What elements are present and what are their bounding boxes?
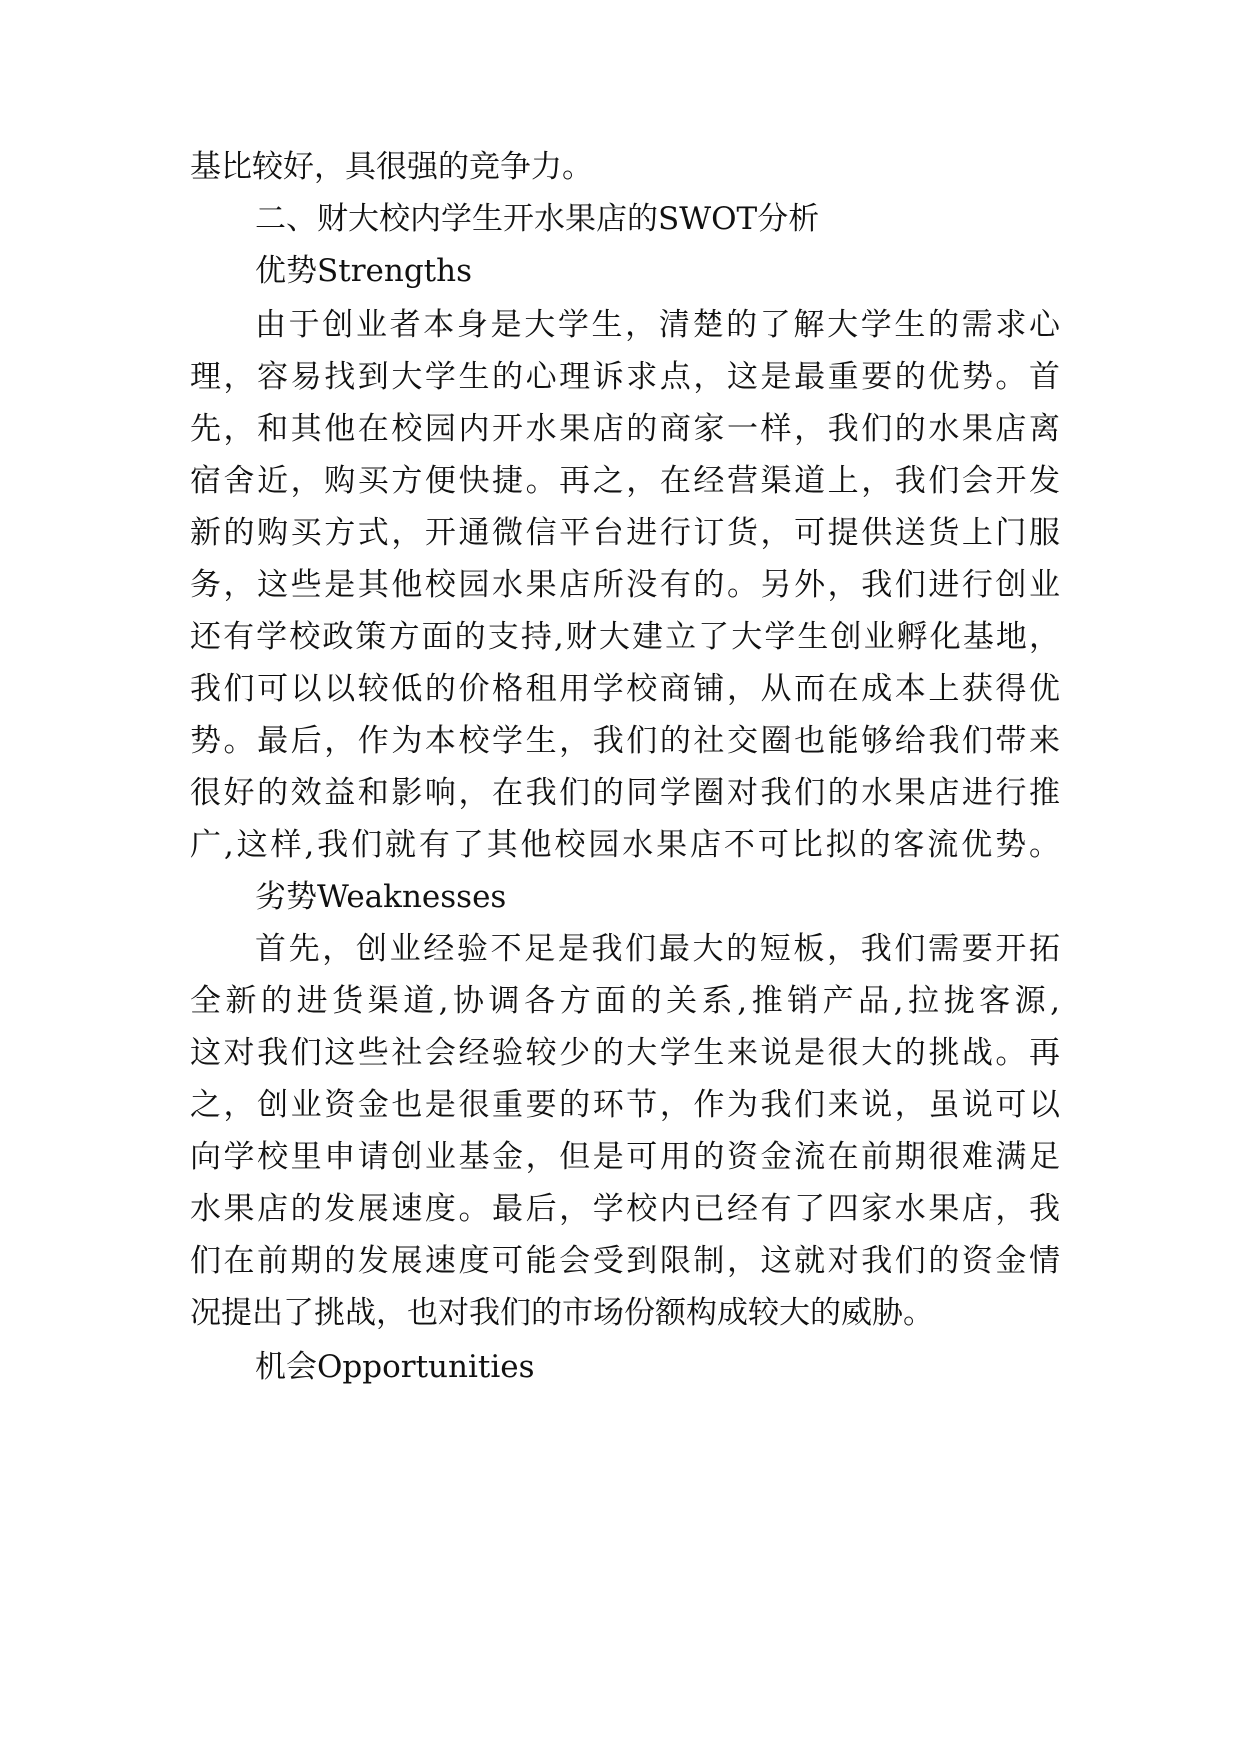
paragraph-line: 之，创业资金也是很重要的环节，作为我们来说，虽说可以 [190, 1087, 1060, 1123]
paragraph-line: 水果店的发展速度。最后，学校内已经有了四家水果店，我 [190, 1191, 1060, 1227]
paragraph-line: 这对我们这些社会经验较少的大学生来说是很大的挑战。再 [190, 1035, 1060, 1071]
paragraph-line: 还有学校政策方面的支持,财大建立了大学生创业孵化基地， [190, 619, 1060, 655]
paragraph-line: 我们可以以较低的价格租用学校商铺，从而在成本上获得优 [190, 671, 1060, 707]
paragraph-line: 况提出了挑战，也对我们的市场份额构成较大的威胁。 [190, 1295, 934, 1331]
continuation-line: 基比较好，具很强的竞争力。 [190, 149, 593, 185]
weaknesses-heading: 劣势Weaknesses [255, 879, 507, 915]
paragraph-line: 势。最后，作为本校学生，我们的社交圈也能够给我们带来 [190, 723, 1060, 759]
strengths-heading: 优势Strengths [255, 253, 472, 289]
paragraph-line: 务，这些是其他校园水果店所没有的。另外，我们进行创业 [190, 567, 1060, 603]
paragraph-line: 全新的进货渠道,协调各方面的关系,推销产品,拉拢客源, [190, 983, 1060, 1019]
paragraph-line: 由于创业者本身是大学生，清楚的了解大学生的需求心 [255, 307, 1060, 343]
paragraph-line: 先，和其他在校园内开水果店的商家一样，我们的水果店离 [190, 411, 1060, 447]
paragraph-line: 首先，创业经验不足是我们最大的短板，我们需要开拓 [255, 931, 1060, 967]
paragraph-line: 宿舍近，购买方便快捷。再之，在经营渠道上，我们会开发 [190, 463, 1060, 499]
paragraph-line: 广,这样,我们就有了其他校园水果店不可比拟的客流优势。 [190, 827, 1060, 863]
opportunities-heading: 机会Opportunities [255, 1349, 535, 1385]
paragraph-line: 向学校里申请创业基金，但是可用的资金流在前期很难满足 [190, 1139, 1060, 1175]
paragraph-line: 们在前期的发展速度可能会受到限制，这就对我们的资金情 [190, 1243, 1060, 1279]
paragraph-line: 新的购买方式，开通微信平台进行订货，可提供送货上门服 [190, 515, 1060, 551]
paragraph-line: 理，容易找到大学生的心理诉求点，这是最重要的优势。首 [190, 359, 1060, 395]
paragraph-line: 很好的效益和影响，在我们的同学圈对我们的水果店进行推 [190, 775, 1060, 811]
section-title: 二、财大校内学生开水果店的SWOT分析 [255, 201, 820, 237]
